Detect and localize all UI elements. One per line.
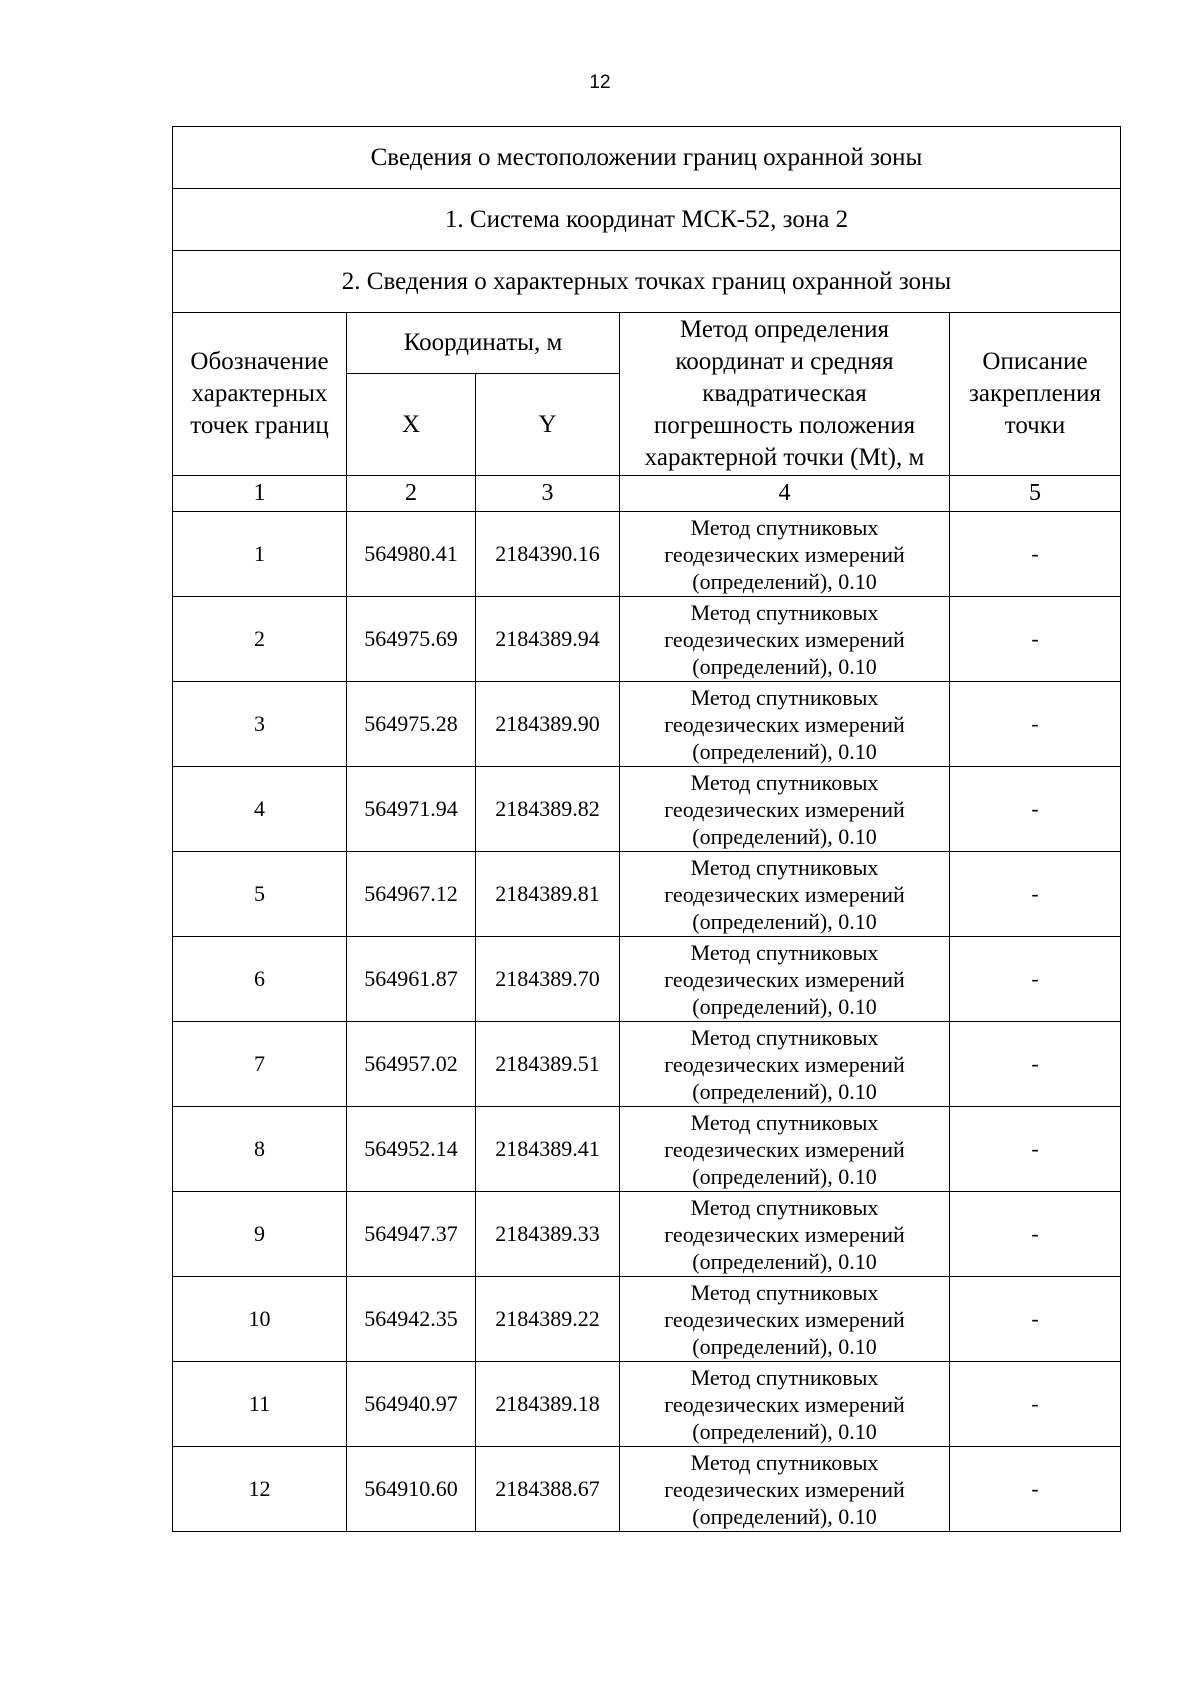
coord-y: 2184389.81 xyxy=(476,852,620,937)
method-cell xyxy=(620,1192,950,1277)
point-id: 9 xyxy=(173,1192,347,1277)
fixing-description: - xyxy=(950,1362,1121,1447)
coord-y: 2184389.18 xyxy=(476,1362,620,1447)
coord-x: 564947.37 xyxy=(347,1192,476,1277)
point-id: 12 xyxy=(173,1447,347,1532)
column-number: 5 xyxy=(950,476,1121,512)
point-id: 6 xyxy=(173,937,347,1022)
column-numbers-row xyxy=(173,476,1121,512)
method-line: (определений), 0.10 xyxy=(692,1333,877,1359)
table-row xyxy=(173,852,1121,937)
column-number: 4 xyxy=(620,476,950,512)
fixing-description: - xyxy=(950,1022,1121,1107)
coordinate-system-row xyxy=(173,189,1121,251)
method-line: Метод спутниковых xyxy=(690,1279,879,1305)
table-row xyxy=(173,1022,1121,1107)
coord-x: 564952.14 xyxy=(347,1107,476,1192)
method-line: (определений), 0.10 xyxy=(692,1078,877,1104)
fixing-description: - xyxy=(950,1192,1121,1277)
column-number: 2 xyxy=(347,476,476,512)
method-line: геодезических измерений xyxy=(664,1221,905,1247)
points-section-row xyxy=(173,251,1121,313)
table-row xyxy=(173,682,1121,767)
header-y: Y xyxy=(476,374,620,476)
header-line: Описание xyxy=(982,348,1088,375)
fixing-description: - xyxy=(950,852,1121,937)
coord-y: 2184390.16 xyxy=(476,512,620,597)
coord-y: 2184389.33 xyxy=(476,1192,620,1277)
table-row xyxy=(173,597,1121,682)
method-line: Метод спутниковых xyxy=(690,684,879,710)
method-line: Метод спутниковых xyxy=(690,1194,879,1220)
header-method xyxy=(620,313,950,476)
column-number: 1 xyxy=(173,476,347,512)
method-line: (определений), 0.10 xyxy=(692,993,877,1019)
method-line: геодезических измерений xyxy=(664,1136,905,1162)
header-line: характерных xyxy=(191,380,328,407)
method-cell xyxy=(620,852,950,937)
method-line: (определений), 0.10 xyxy=(692,908,877,934)
method-cell xyxy=(620,767,950,852)
method-line: Метод спутниковых xyxy=(690,599,879,625)
method-line: геодезических измерений xyxy=(664,1391,905,1417)
header-line: точек границ xyxy=(190,412,329,439)
header-line: погрешность положения xyxy=(653,412,916,439)
method-cell xyxy=(620,682,950,767)
header-row-1 xyxy=(173,313,1121,374)
method-line: Метод спутниковых xyxy=(690,854,879,880)
method-line: (определений), 0.10 xyxy=(692,1163,877,1189)
method-line: (определений), 0.10 xyxy=(692,653,877,679)
points-section-title: 2. Сведения о характерных точках границ охранной зоны xyxy=(173,251,1121,313)
method-line: Метод спутниковых xyxy=(690,514,879,540)
header-line: квадратическая xyxy=(702,380,867,407)
coord-x: 564975.69 xyxy=(347,597,476,682)
header-x: X xyxy=(347,374,476,476)
method-cell xyxy=(620,1362,950,1447)
header-line: закрепления xyxy=(969,380,1101,407)
method-line: геодезических измерений xyxy=(664,626,905,652)
method-line: Метод спутниковых xyxy=(690,1364,879,1390)
header-line: точки xyxy=(1004,412,1066,439)
method-line: Метод спутниковых xyxy=(690,1449,879,1475)
coord-y: 2184389.22 xyxy=(476,1277,620,1362)
method-line: геодезических измерений xyxy=(664,711,905,737)
point-id: 3 xyxy=(173,682,347,767)
fixing-description: - xyxy=(950,767,1121,852)
method-line: геодезических измерений xyxy=(664,1476,905,1502)
method-line: геодезических измерений xyxy=(664,1306,905,1332)
method-line: (определений), 0.10 xyxy=(692,823,877,849)
method-cell xyxy=(620,937,950,1022)
coord-x: 564975.28 xyxy=(347,682,476,767)
boundary-points-table xyxy=(172,126,1121,1532)
method-line: геодезических измерений xyxy=(664,881,905,907)
method-cell xyxy=(620,1107,950,1192)
header-coordinates: Координаты, м xyxy=(347,313,620,374)
method-cell xyxy=(620,1447,950,1532)
method-line: (определений), 0.10 xyxy=(692,1418,877,1444)
table-row xyxy=(173,1192,1121,1277)
table-row xyxy=(173,767,1121,852)
coordinate-system: 1. Система координат МСК-52, зона 2 xyxy=(173,189,1121,251)
table-title: Сведения о местоположении границ охранной зоны xyxy=(173,127,1121,189)
fixing-description: - xyxy=(950,1277,1121,1362)
column-number: 3 xyxy=(476,476,620,512)
page-number: 12 xyxy=(589,72,611,93)
fixing-description: - xyxy=(950,937,1121,1022)
coord-y: 2184389.82 xyxy=(476,767,620,852)
method-line: Метод спутниковых xyxy=(690,1024,879,1050)
table-row xyxy=(173,512,1121,597)
method-line: геодезических измерений xyxy=(664,541,905,567)
table-row xyxy=(173,1447,1121,1532)
point-id: 2 xyxy=(173,597,347,682)
header-description xyxy=(950,313,1121,476)
method-cell xyxy=(620,512,950,597)
method-cell xyxy=(620,1022,950,1107)
fixing-description: - xyxy=(950,512,1121,597)
table-row xyxy=(173,1107,1121,1192)
fixing-description: - xyxy=(950,597,1121,682)
method-line: геодезических измерений xyxy=(664,796,905,822)
point-id: 10 xyxy=(173,1277,347,1362)
method-line: (определений), 0.10 xyxy=(692,1503,877,1529)
point-id: 1 xyxy=(173,512,347,597)
coord-y: 2184389.41 xyxy=(476,1107,620,1192)
coord-x: 564967.12 xyxy=(347,852,476,937)
table-row xyxy=(173,1277,1121,1362)
coord-y: 2184388.67 xyxy=(476,1447,620,1532)
coord-x: 564957.02 xyxy=(347,1022,476,1107)
coord-x: 564971.94 xyxy=(347,767,476,852)
coord-x: 564961.87 xyxy=(347,937,476,1022)
header-line: Метод определения xyxy=(679,316,890,343)
table-row xyxy=(173,1362,1121,1447)
point-id: 7 xyxy=(173,1022,347,1107)
header-point-designation xyxy=(173,313,347,476)
coord-y: 2184389.94 xyxy=(476,597,620,682)
coord-y: 2184389.51 xyxy=(476,1022,620,1107)
method-line: Метод спутниковых xyxy=(690,939,879,965)
point-id: 5 xyxy=(173,852,347,937)
table-title-row xyxy=(173,127,1121,189)
header-line: характерной точки (Mt), м xyxy=(644,444,925,471)
coord-y: 2184389.70 xyxy=(476,937,620,1022)
coord-x: 564942.35 xyxy=(347,1277,476,1362)
method-line: Метод спутниковых xyxy=(690,769,879,795)
table-row xyxy=(173,937,1121,1022)
method-cell xyxy=(620,1277,950,1362)
method-cell xyxy=(620,597,950,682)
header-line: координат и средняя xyxy=(675,348,894,375)
coord-y: 2184389.90 xyxy=(476,682,620,767)
fixing-description: - xyxy=(950,1107,1121,1192)
method-line: (определений), 0.10 xyxy=(692,1248,877,1274)
method-line: геодезических измерений xyxy=(664,1051,905,1077)
fixing-description: - xyxy=(950,1447,1121,1532)
point-id: 11 xyxy=(173,1362,347,1447)
point-id: 8 xyxy=(173,1107,347,1192)
method-line: (определений), 0.10 xyxy=(692,568,877,594)
coord-x: 564910.60 xyxy=(347,1447,476,1532)
coord-x: 564940.97 xyxy=(347,1362,476,1447)
point-id: 4 xyxy=(173,767,347,852)
method-line: Метод спутниковых xyxy=(690,1109,879,1135)
method-line: геодезических измерений xyxy=(664,966,905,992)
fixing-description: - xyxy=(950,682,1121,767)
header-line: Обозначение xyxy=(190,348,329,375)
coord-x: 564980.41 xyxy=(347,512,476,597)
method-line: (определений), 0.10 xyxy=(692,738,877,764)
